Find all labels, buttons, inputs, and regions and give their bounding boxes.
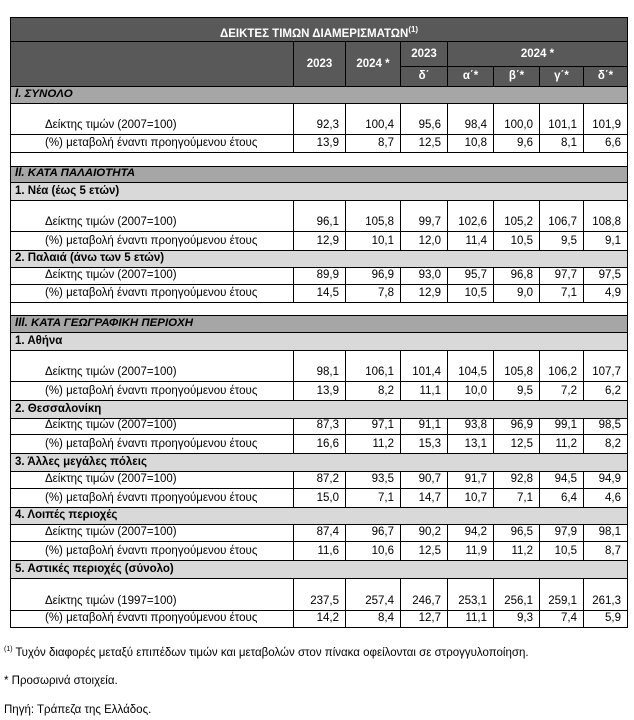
value-cell: 87,4	[294, 525, 346, 542]
value-cell: 8,7	[346, 135, 401, 153]
value-cell: 10,5	[540, 542, 584, 561]
value-cell: 91,1	[401, 418, 448, 435]
col-q3-2024: γ΄*	[540, 67, 584, 87]
table-title: ΔΕΙΚΤΕΣ ΤΙΜΩΝ ΔΙΑΜΕΡΙΣΜΑΤΩΝ$^{(1)}$	[11, 18, 628, 42]
row-label: (%) μεταβολή έναντι προηγούμενου έτους	[11, 135, 294, 153]
value-cell: 97,9	[540, 525, 584, 542]
row-label: (%) μεταβολή έναντι προηγούμενου έτους	[11, 435, 294, 454]
value-cell: 253,1	[448, 578, 494, 610]
index-row	[11, 525, 628, 542]
footnote-provisional: * Προσωρινά στοιχεία.	[4, 675, 118, 687]
header-blank	[11, 42, 294, 87]
value-cell: 96,1	[294, 201, 346, 232]
col-2023-quarter-year: 2023	[401, 42, 448, 67]
value-cell: 11,2	[540, 435, 584, 454]
section-title: III. ΚΑΤΑ ΓΕΩΓΡΑΦΙΚΗ ΠΕΡΙΟΧΗ	[11, 316, 628, 333]
value-cell: 9,1	[584, 232, 628, 251]
value-cell: 11,4	[448, 232, 494, 251]
value-cell: 10,6	[346, 542, 401, 561]
col-q1-2024: α΄*	[448, 67, 494, 87]
row-label: Δείκτης τιμών (2007=100)	[11, 525, 294, 542]
subsection-header	[11, 332, 628, 350]
value-cell: 98,5	[584, 418, 628, 435]
value-cell: 93,8	[448, 418, 494, 435]
subsection-header	[11, 454, 628, 472]
value-cell: 11,2	[494, 542, 540, 561]
change-row	[11, 381, 628, 400]
col-q4-2023: δ΄	[401, 67, 448, 87]
section-title: I. ΣΥΝΟΛΟ	[11, 87, 628, 104]
value-cell: 15,0	[294, 488, 346, 507]
value-cell: 13,1	[448, 435, 494, 454]
value-cell: 7,4	[540, 611, 584, 628]
row-label: (%) μεταβολή έναντι προηγούμενου έτους	[11, 542, 294, 561]
value-cell: 10,0	[448, 381, 494, 400]
row-label: Δείκτης τιμών (2007=100)	[11, 418, 294, 435]
col-2024: 2024 *	[346, 42, 401, 87]
change-row	[11, 488, 628, 507]
value-cell: 104,5	[448, 350, 494, 381]
value-cell: 9,5	[540, 232, 584, 251]
value-cell: 92,3	[294, 103, 346, 134]
subsection-title: 1. Αθήνα	[11, 332, 628, 350]
value-cell: 99,1	[540, 418, 584, 435]
row-label: (%) μεταβολή έναντι προηγούμενου έτους	[11, 611, 294, 628]
index-row	[11, 350, 628, 381]
subsection-header	[11, 251, 628, 268]
value-cell: 90,2	[401, 525, 448, 542]
header-row-top	[11, 42, 628, 67]
value-cell: 11,1	[401, 381, 448, 400]
index-row	[11, 103, 628, 134]
spacer-cell	[11, 302, 628, 316]
section-title: II. ΚΑΤΑ ΠΑΛΑΙΟΤΗΤΑ	[11, 166, 628, 183]
value-cell: 106,1	[346, 350, 401, 381]
change-row	[11, 542, 628, 561]
row-label: Δείκτης τιμών (2007=100)	[11, 267, 294, 284]
value-cell: 95,6	[401, 103, 448, 134]
value-cell: 261,3	[584, 578, 628, 610]
subsection-header	[11, 560, 628, 578]
row-label: Δείκτης τιμών (1997=100)	[11, 578, 294, 610]
value-cell: 10,1	[346, 232, 401, 251]
value-cell: 96,9	[346, 267, 401, 284]
section-header	[11, 166, 628, 183]
value-cell: 97,5	[584, 267, 628, 284]
value-cell: 10,5	[448, 284, 494, 302]
value-cell: 7,1	[494, 488, 540, 507]
value-cell: 97,1	[346, 418, 401, 435]
row-label: Δείκτης τιμών (2007=100)	[11, 103, 294, 134]
value-cell: 95,7	[448, 267, 494, 284]
value-cell: 94,9	[584, 471, 628, 488]
spacer-row	[11, 152, 628, 166]
value-cell: 15,3	[401, 435, 448, 454]
change-row	[11, 611, 628, 628]
footnote-mark: (1)	[4, 646, 13, 653]
value-cell: 11,2	[346, 435, 401, 454]
value-cell: 91,7	[448, 471, 494, 488]
value-cell: 7,8	[346, 284, 401, 302]
value-cell: 101,1	[540, 103, 584, 134]
value-cell: 246,7	[401, 578, 448, 610]
value-cell: 12,5	[401, 542, 448, 561]
value-cell: 14,5	[294, 284, 346, 302]
value-cell: 101,9	[584, 103, 628, 134]
value-cell: 105,2	[494, 201, 540, 232]
value-cell: 98,4	[448, 103, 494, 134]
change-row	[11, 232, 628, 251]
value-cell: 99,7	[401, 201, 448, 232]
subsection-title: 2. Θεσσαλονίκη	[11, 400, 628, 418]
col-2023: 2023	[294, 42, 346, 87]
value-cell: 106,2	[540, 350, 584, 381]
value-cell: 107,7	[584, 350, 628, 381]
value-cell: 105,8	[346, 201, 401, 232]
value-cell: 10,7	[448, 488, 494, 507]
value-cell: 12,7	[401, 611, 448, 628]
footnote-rounding: $^{(1)}$ Τυχόν διαφορές μεταξύ επιπέδων τιμών και μεταβολών στον πίνακα οφείλονται σε στρογγυλοποίηση.	[4, 646, 529, 659]
value-cell: 7,1	[346, 488, 401, 507]
value-cell: 100,0	[494, 103, 540, 134]
value-cell: 89,9	[294, 267, 346, 284]
value-cell: 100,4	[346, 103, 401, 134]
section-header	[11, 87, 628, 104]
source-note: Πηγή: Τράπεζα της Ελλάδος.	[4, 704, 152, 716]
value-cell: 6,4	[540, 488, 584, 507]
value-cell: 12,9	[401, 284, 448, 302]
value-cell: 94,2	[448, 525, 494, 542]
row-label: (%) μεταβολή έναντι προηγούμενου έτους	[11, 232, 294, 251]
change-row	[11, 135, 628, 153]
row-label: (%) μεταβολή έναντι προηγούμενου έτους	[11, 381, 294, 400]
value-cell: 8,1	[540, 135, 584, 153]
value-cell: 4,9	[584, 284, 628, 302]
value-cell: 96,7	[346, 525, 401, 542]
value-cell: 14,2	[294, 611, 346, 628]
index-row	[11, 418, 628, 435]
value-cell: 96,9	[494, 418, 540, 435]
value-cell: 13,9	[294, 381, 346, 400]
section-header	[11, 316, 628, 333]
value-cell: 8,7	[584, 542, 628, 561]
spacer-cell	[11, 152, 628, 166]
title-footnote-mark: (1)	[408, 25, 419, 35]
row-label: (%) μεταβολή έναντι προηγούμενου έτους	[11, 488, 294, 507]
value-cell: 11,9	[448, 542, 494, 561]
value-cell: 237,5	[294, 578, 346, 610]
value-cell: 93,0	[401, 267, 448, 284]
value-cell: 256,1	[494, 578, 540, 610]
value-cell: 108,8	[584, 201, 628, 232]
spacer-row	[11, 302, 628, 316]
value-cell: 10,8	[448, 135, 494, 153]
value-cell: 90,7	[401, 471, 448, 488]
value-cell: 93,5	[346, 471, 401, 488]
index-row	[11, 201, 628, 232]
value-cell: 12,5	[494, 435, 540, 454]
value-cell: 13,9	[294, 135, 346, 153]
value-cell: 10,5	[494, 232, 540, 251]
value-cell: 12,9	[294, 232, 346, 251]
index-row	[11, 578, 628, 610]
value-cell: 92,8	[494, 471, 540, 488]
value-cell: 8,2	[346, 381, 401, 400]
value-cell: 98,1	[584, 525, 628, 542]
value-cell: 8,4	[346, 611, 401, 628]
value-cell: 5,9	[584, 611, 628, 628]
value-cell: 9,3	[494, 611, 540, 628]
value-cell: 94,5	[540, 471, 584, 488]
value-cell: 7,2	[540, 381, 584, 400]
value-cell: 105,8	[494, 350, 540, 381]
col-2024-quarters-year: 2024 *	[448, 42, 628, 67]
index-row	[11, 267, 628, 284]
value-cell: 98,1	[294, 350, 346, 381]
value-cell: 12,5	[401, 135, 448, 153]
value-cell: 9,6	[494, 135, 540, 153]
value-cell: 6,6	[584, 135, 628, 153]
value-cell: 11,1	[448, 611, 494, 628]
value-cell: 96,5	[494, 525, 540, 542]
value-cell: 87,2	[294, 471, 346, 488]
subsection-header	[11, 507, 628, 525]
subsection-title: 3. Άλλες μεγάλες πόλεις	[11, 454, 628, 472]
row-label: Δείκτης τιμών (2007=100)	[11, 350, 294, 381]
col-q2-2024: β΄*	[494, 67, 540, 87]
subsection-header	[11, 400, 628, 418]
price-index-table	[10, 17, 628, 628]
change-row	[11, 435, 628, 454]
value-cell: 87,3	[294, 418, 346, 435]
value-cell: 9,5	[494, 381, 540, 400]
row-label: (%) μεταβολή έναντι προηγούμενου έτους	[11, 284, 294, 302]
value-cell: 97,7	[540, 267, 584, 284]
value-cell: 12,0	[401, 232, 448, 251]
value-cell: 259,1	[540, 578, 584, 610]
subsection-title: 4. Λοιπές περιοχές	[11, 507, 628, 525]
value-cell: 16,6	[294, 435, 346, 454]
change-row	[11, 284, 628, 302]
subsection-title: 5. Αστικές περιοχές (σύνολο)	[11, 560, 628, 578]
row-label: Δείκτης τιμών (2007=100)	[11, 201, 294, 232]
subsection-header	[11, 183, 628, 201]
value-cell: 7,1	[540, 284, 584, 302]
col-q4-2024: δ΄*	[584, 67, 628, 87]
value-cell: 8,2	[584, 435, 628, 454]
subsection-title: 2. Παλαιά (άνω των 5 ετών)	[11, 251, 628, 268]
value-cell: 14,7	[401, 488, 448, 507]
table-title-row	[11, 18, 628, 42]
value-cell: 11,6	[294, 542, 346, 561]
value-cell: 4,6	[584, 488, 628, 507]
value-cell: 257,4	[346, 578, 401, 610]
index-row	[11, 471, 628, 488]
value-cell: 9,0	[494, 284, 540, 302]
value-cell: 102,6	[448, 201, 494, 232]
value-cell: 96,8	[494, 267, 540, 284]
row-label: Δείκτης τιμών (2007=100)	[11, 471, 294, 488]
subsection-title: 1. Νέα (έως 5 ετών)	[11, 183, 628, 201]
value-cell: 101,4	[401, 350, 448, 381]
value-cell: 6,2	[584, 381, 628, 400]
value-cell: 106,7	[540, 201, 584, 232]
